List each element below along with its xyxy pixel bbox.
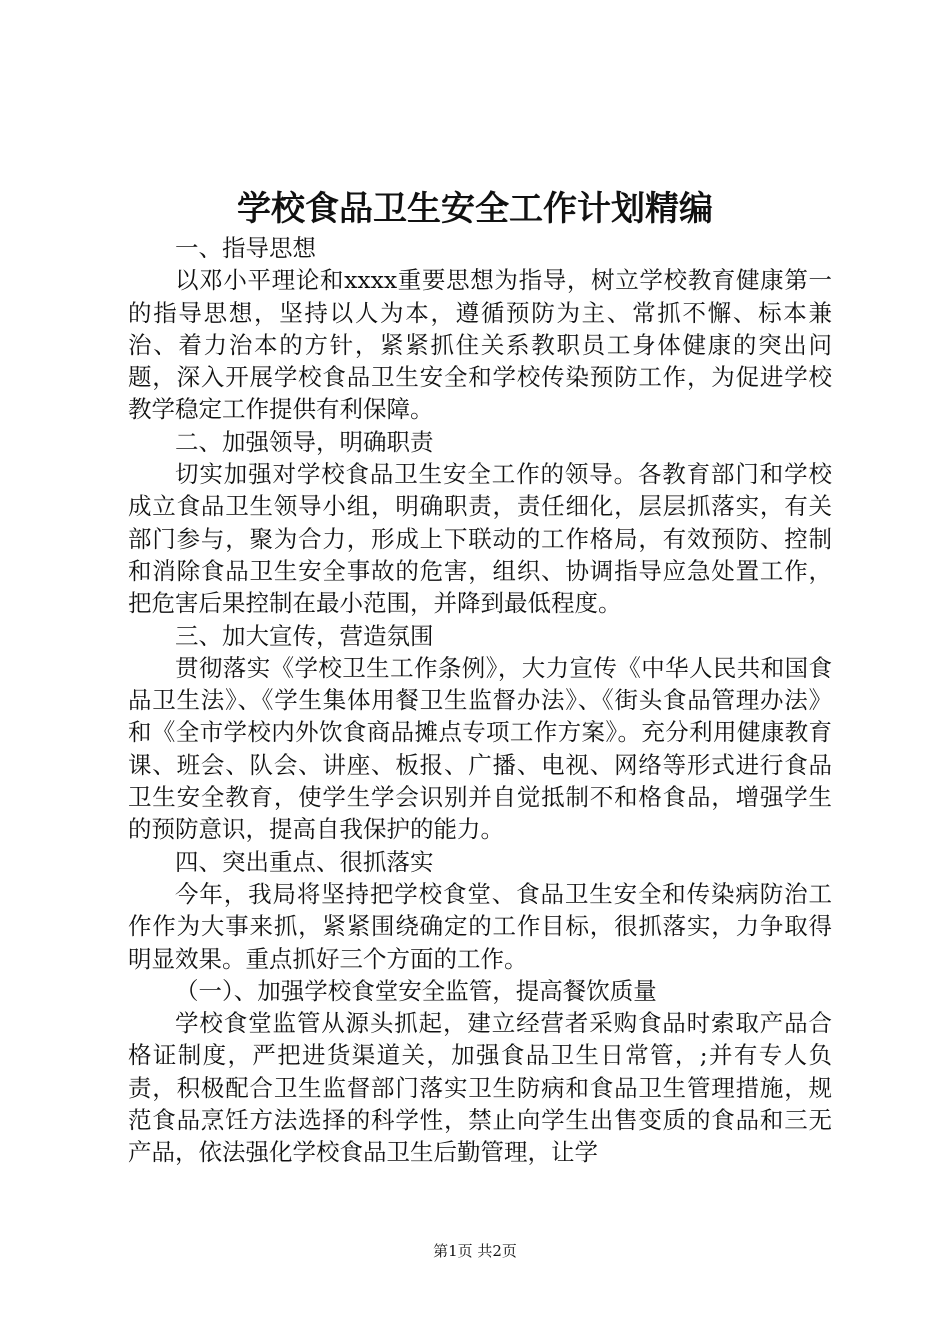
document-title: 学校食品卫生安全工作计划精编 [237, 189, 713, 229]
paragraph-publicity: 贯彻落实《学校卫生工作条例》，大力宣传《中华人民共和国食品卫生法》、《学生集体用餐卫生监督办法》、《街头食品管理办法》和《全市学校内外饮食商品摊点专项工作方案》。充分利用健康教育课、班会、队会、讲座、板报、广播、电视、网络等形式进行食品卫生安全教育，使学生学会识别并自觉抵制不和格食品，增强学生的预防意识，提高自我保护的能力。 [128, 653, 832, 844]
section-heading-guiding-ideology: 一、指导思想 [175, 234, 316, 262]
section-heading-leadership: 二、加强领导，明确职责 [175, 427, 434, 456]
paragraph-guiding-ideology: 以邓小平理论和xxxx重要思想为指导，树立学校教育健康第一的指导思想，坚持以人为本，遵循预防为主、常抓不懈、标本兼治、着力治本的方针，紧紧抓住关系教职员工身体健康的突出问题，深入开展学校食品卫生安全和学校传染预防工作，为促进学校教学稳定工作提供有利保障。 [128, 266, 832, 424]
paragraph-key-points: 今年，我局将坚持把学校食堂、食品卫生安全和传染病防治工作作为大事来抓，紧紧围绕确定的工作目标，很抓落实，力争取得明显效果。重点抓好三个方面的工作。 [128, 879, 832, 973]
section-heading-publicity: 三、加大宣传，营造氛围 [175, 621, 434, 650]
paragraph-canteen: 学校食堂监管从源头抓起，建立经营者采购食品时索取产品合格证制度，严把进货渠道关，加强食品卫生日常管，;并有专人负责，积极配合卫生监督部门落实卫生防病和食品卫生管理措施，规范食品烹饪方法选择的科学性，禁止向学生出售变质的食品和三无产品，依法强化学校食品卫生后勤管理，让学 [128, 1009, 832, 1167]
document-body [128, 232, 832, 1169]
section-heading-key-points: 四、突出重点、很抓落实 [175, 847, 434, 876]
page-footer: 第1页 共2页 [433, 1242, 517, 1260]
paragraph-leadership: 切实加强对学校食品卫生安全工作的领导。各教育部门和学校成立食品卫生领导小组，明确职责，责任细化，层层抓落实，有关部门参与，聚为合力，形成上下联动的工作格局，有效预防、控制和消除食品卫生安全事故的危害，组织、协调指导应急处置工作，把危害后果控制在最小范围，并降到最低程度。 [128, 460, 832, 618]
subsection-heading-canteen: （一）、加强学校食堂安全监管，提高餐饮质量 [175, 976, 657, 1005]
